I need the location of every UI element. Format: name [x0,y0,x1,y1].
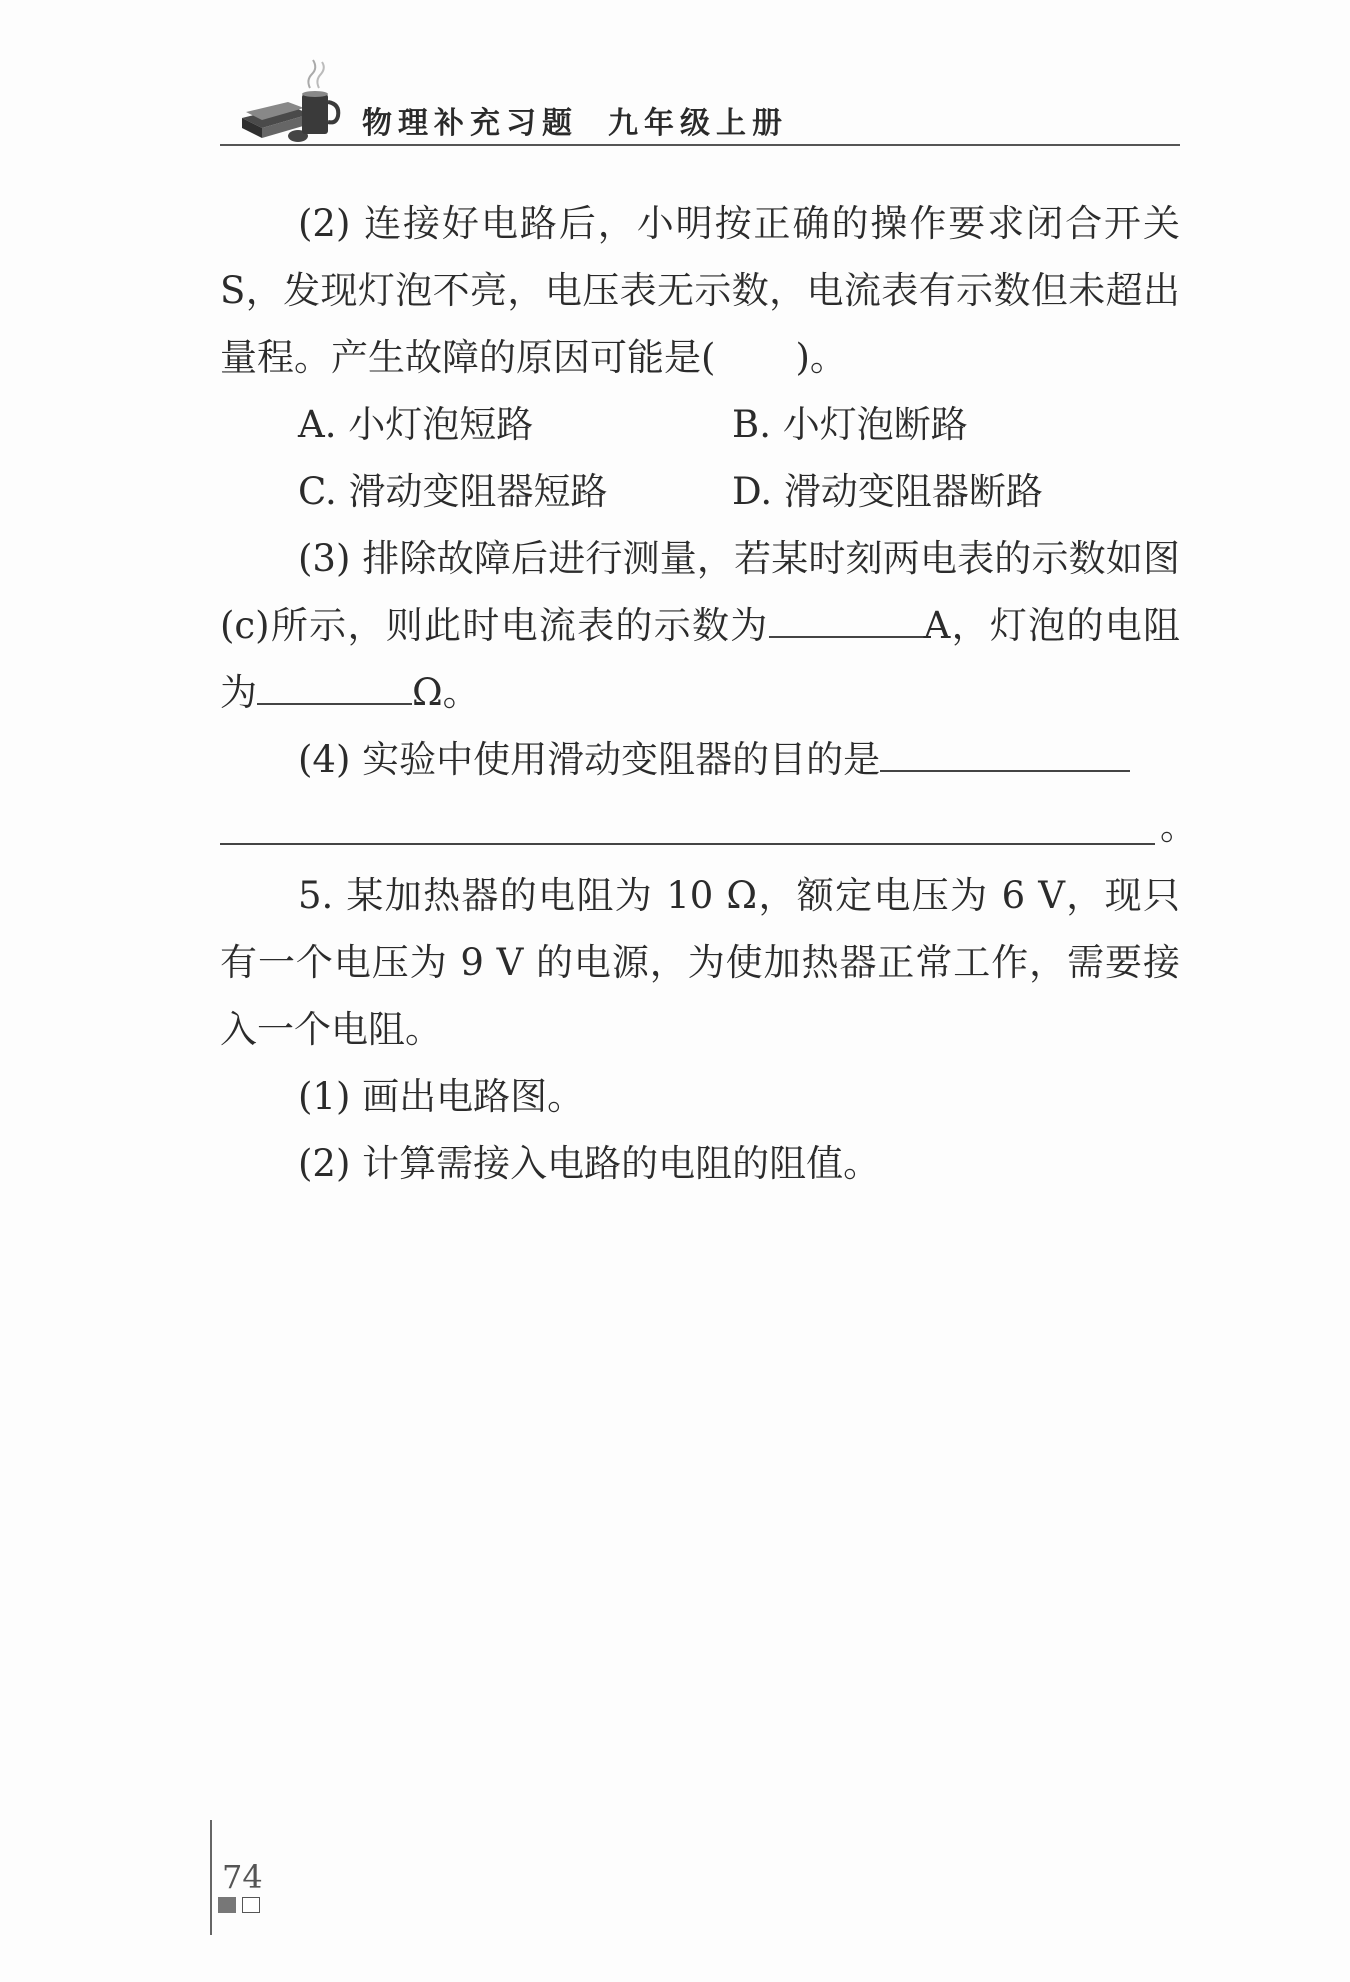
q4-part3: (3) 排除故障后进行测量，若某时刻两电表的示数如图(c)所示，则此时电流表的示数为 A，灯泡的电阻为 Ω。 [220,537,1180,714]
exercise-content [220,190,1197,1197]
option-b: B. 小灯泡断路 [732,403,968,446]
book-grade: 九年级上册 [608,106,788,141]
books-and-cup-icon [240,58,350,148]
current-answer-blank[interactable] [769,592,924,638]
option-c: C. 滑动变阻器短路 [298,470,608,513]
option-d: D. 滑动变阻器断路 [732,470,1043,513]
resistance-answer-blank[interactable] [257,659,412,705]
q4-part2-options-row-1 [220,391,1180,458]
q5-stem: 5. 某加热器的电阻为 10 Ω，额定电压为 6 V，现只有一个电压为 9 V 的电源，为使加热器正常工作，需要接入一个电阻。 [220,874,1180,1051]
purpose-end-mark: 。 [1160,805,1197,848]
book-title: 物理补充习题 [362,106,578,141]
page-header [240,58,1180,148]
page-number: 74 [222,1858,263,1896]
purpose-answer-line [220,793,1197,860]
q4-part2-stem: (2) 连接好电路后，小明按正确的操作要求闭合开关S，发现灯泡不亮，电压表无示数，电流表有示数但未超出量程。产生故障的原因可能是( )。 [220,202,1180,379]
header-divider [220,144,1180,146]
filled-square-icon [218,1897,236,1913]
purpose-answer-blank-1[interactable] [880,726,1130,772]
purpose-answer-blank-2[interactable] [220,843,1155,845]
q4-part4: (4) 实验中使用滑动变阻器的目的是 [220,726,1180,793]
q5-part2: (2) 计算需接入电路的电阻的阻值。 [298,1142,881,1185]
q5-part1: (1) 画出电路图。 [298,1075,585,1118]
header-title [362,98,788,142]
q4-part2-options-row-2 [220,458,1180,525]
option-a: A. 小灯泡短路 [298,403,534,446]
empty-square-icon [242,1897,260,1913]
page-number-rule [210,1820,212,1935]
